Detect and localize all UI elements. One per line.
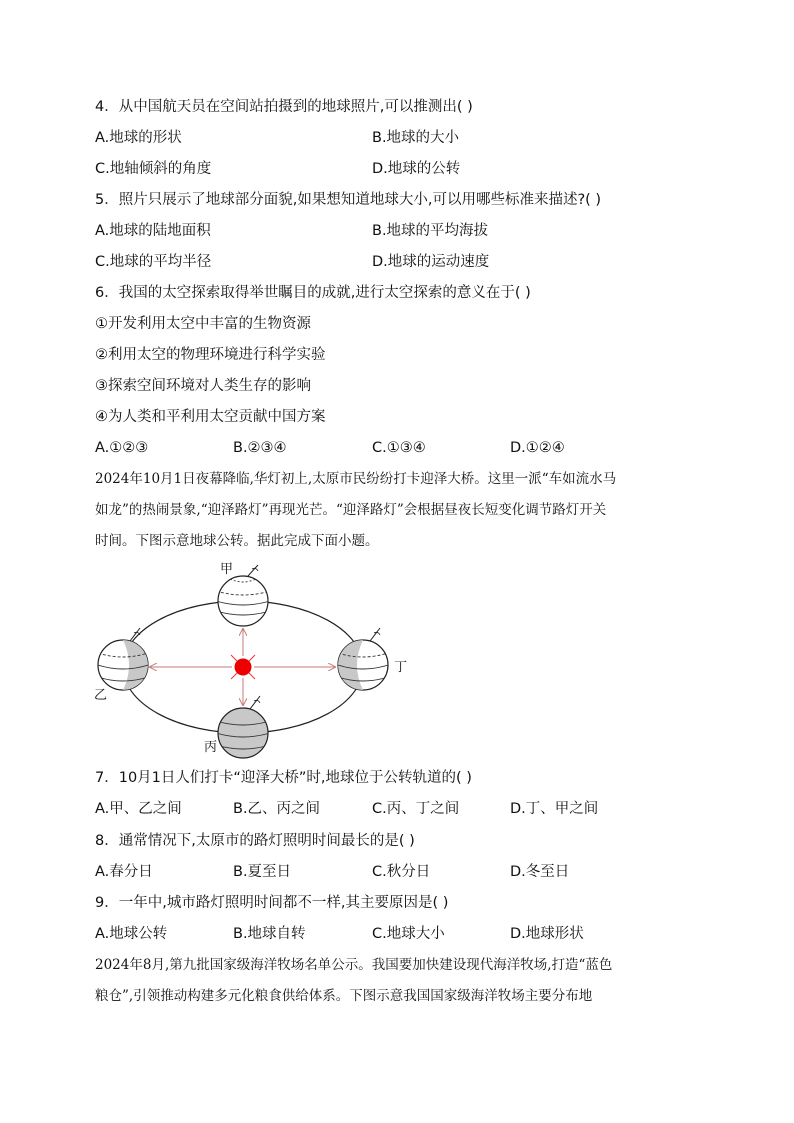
q5-stem: 5．照片只展示了地球部分面貌,如果想知道地球大小,可以用哪些标准来描述?( ) bbox=[95, 192, 602, 208]
q4-option-d: D.地球的公转 bbox=[372, 161, 461, 177]
q6-option-a: A.①②③ bbox=[95, 440, 149, 456]
passage-2 bbox=[95, 950, 705, 1012]
q9-option-a: A.地球公转 bbox=[95, 926, 168, 942]
passage-1-line: 2024年10月1日夜幕降临,华灯初上,太原市民纷纷打卡迎泽大桥。这里一派“车如流水马 bbox=[95, 471, 617, 487]
earth-revolution-figure bbox=[80, 555, 420, 765]
q7-option-d: D.丁、甲之间 bbox=[510, 801, 599, 817]
q8-stem: 8．通常情况下,太原市的路灯照明时间最长的是( ) bbox=[95, 833, 415, 849]
q4-stem: 4．从中国航天员在空间站拍摄到的地球照片,可以推测出( ) bbox=[95, 99, 473, 115]
q4-option-c: C.地轴倾斜的角度 bbox=[95, 161, 212, 177]
label-right: 丁 bbox=[394, 660, 408, 675]
earth-right-icon bbox=[338, 628, 388, 690]
passage-1 bbox=[95, 464, 705, 557]
q5-option-d: D.地球的运动速度 bbox=[372, 254, 490, 270]
passage-1-line: 时间。下图示意地球公转。据此完成下面小题。 bbox=[95, 533, 379, 549]
passage-2-line: 2024年8月,第九批国家级海洋牧场名单公示。我国要加快建设现代海洋牧场,打造“蓝色 bbox=[95, 957, 613, 973]
q7-option-c: C.丙、丁之间 bbox=[372, 801, 460, 817]
q5-option-b: B.地球的平均海拔 bbox=[372, 223, 489, 239]
q7-stem: 7．10月1日人们打卡“迎泽大桥”时,地球位于公转轨道的( ) bbox=[95, 770, 472, 786]
q5-option-a: A.地球的陆地面积 bbox=[95, 223, 211, 239]
label-left: 乙 bbox=[94, 688, 108, 703]
label-bottom: 丙 bbox=[204, 740, 218, 755]
q8-option-c: C.秋分日 bbox=[372, 864, 431, 880]
q9-option-d: D.地球形状 bbox=[510, 926, 584, 942]
q9-option-b: B.地球自转 bbox=[233, 926, 306, 942]
earth-left-icon bbox=[98, 628, 148, 690]
q6-option-d: D.①②④ bbox=[510, 440, 565, 456]
q8-option-a: A.春分日 bbox=[95, 864, 153, 880]
q6-item-4: ④为人类和平利用太空贡献中国方案 bbox=[95, 409, 326, 425]
sun-icon bbox=[231, 655, 255, 679]
q6-option-c: C.①③④ bbox=[372, 440, 426, 456]
passage-1-line: 如龙”的热闹景象,“迎泽路灯”再现光芒。“迎泽路灯”会根据昼夜长短变化调节路灯开关 bbox=[95, 502, 607, 518]
q8-option-d: D.冬至日 bbox=[510, 864, 570, 880]
q7-option-a: A.甲、乙之间 bbox=[95, 801, 182, 817]
q9-stem: 9．一年中,城市路灯照明时间都不一样,其主要原因是( ) bbox=[95, 895, 449, 911]
q6-option-b: B.②③④ bbox=[233, 440, 287, 456]
earth-bottom-icon bbox=[216, 696, 270, 758]
label-top: 甲 bbox=[220, 562, 234, 577]
q5-option-c: C.地球的平均半径 bbox=[95, 254, 212, 270]
q6-item-1: ①开发利用太空中丰富的生物资源 bbox=[95, 316, 311, 332]
q9-option-c: C.地球大小 bbox=[372, 926, 445, 942]
q8-option-b: B.夏至日 bbox=[233, 864, 292, 880]
q4-option-b: B.地球的大小 bbox=[372, 130, 460, 146]
q4-option-a: A.地球的形状 bbox=[95, 130, 182, 146]
q6-item-3: ③探索空间环境对人类生存的影响 bbox=[95, 378, 311, 394]
passage-2-line: 粮仓”,引领推动构建多元化粮食供给体系。下图示意我国国家级海洋牧场主要分布地 bbox=[95, 988, 593, 1004]
q7-option-b: B.乙、丙之间 bbox=[233, 801, 321, 817]
q6-stem: 6．我国的太空探索取得举世瞩目的成就,进行太空探索的意义在于( ) bbox=[95, 285, 531, 301]
q6-item-2: ②利用太空的物理环境进行科学实验 bbox=[95, 347, 326, 363]
